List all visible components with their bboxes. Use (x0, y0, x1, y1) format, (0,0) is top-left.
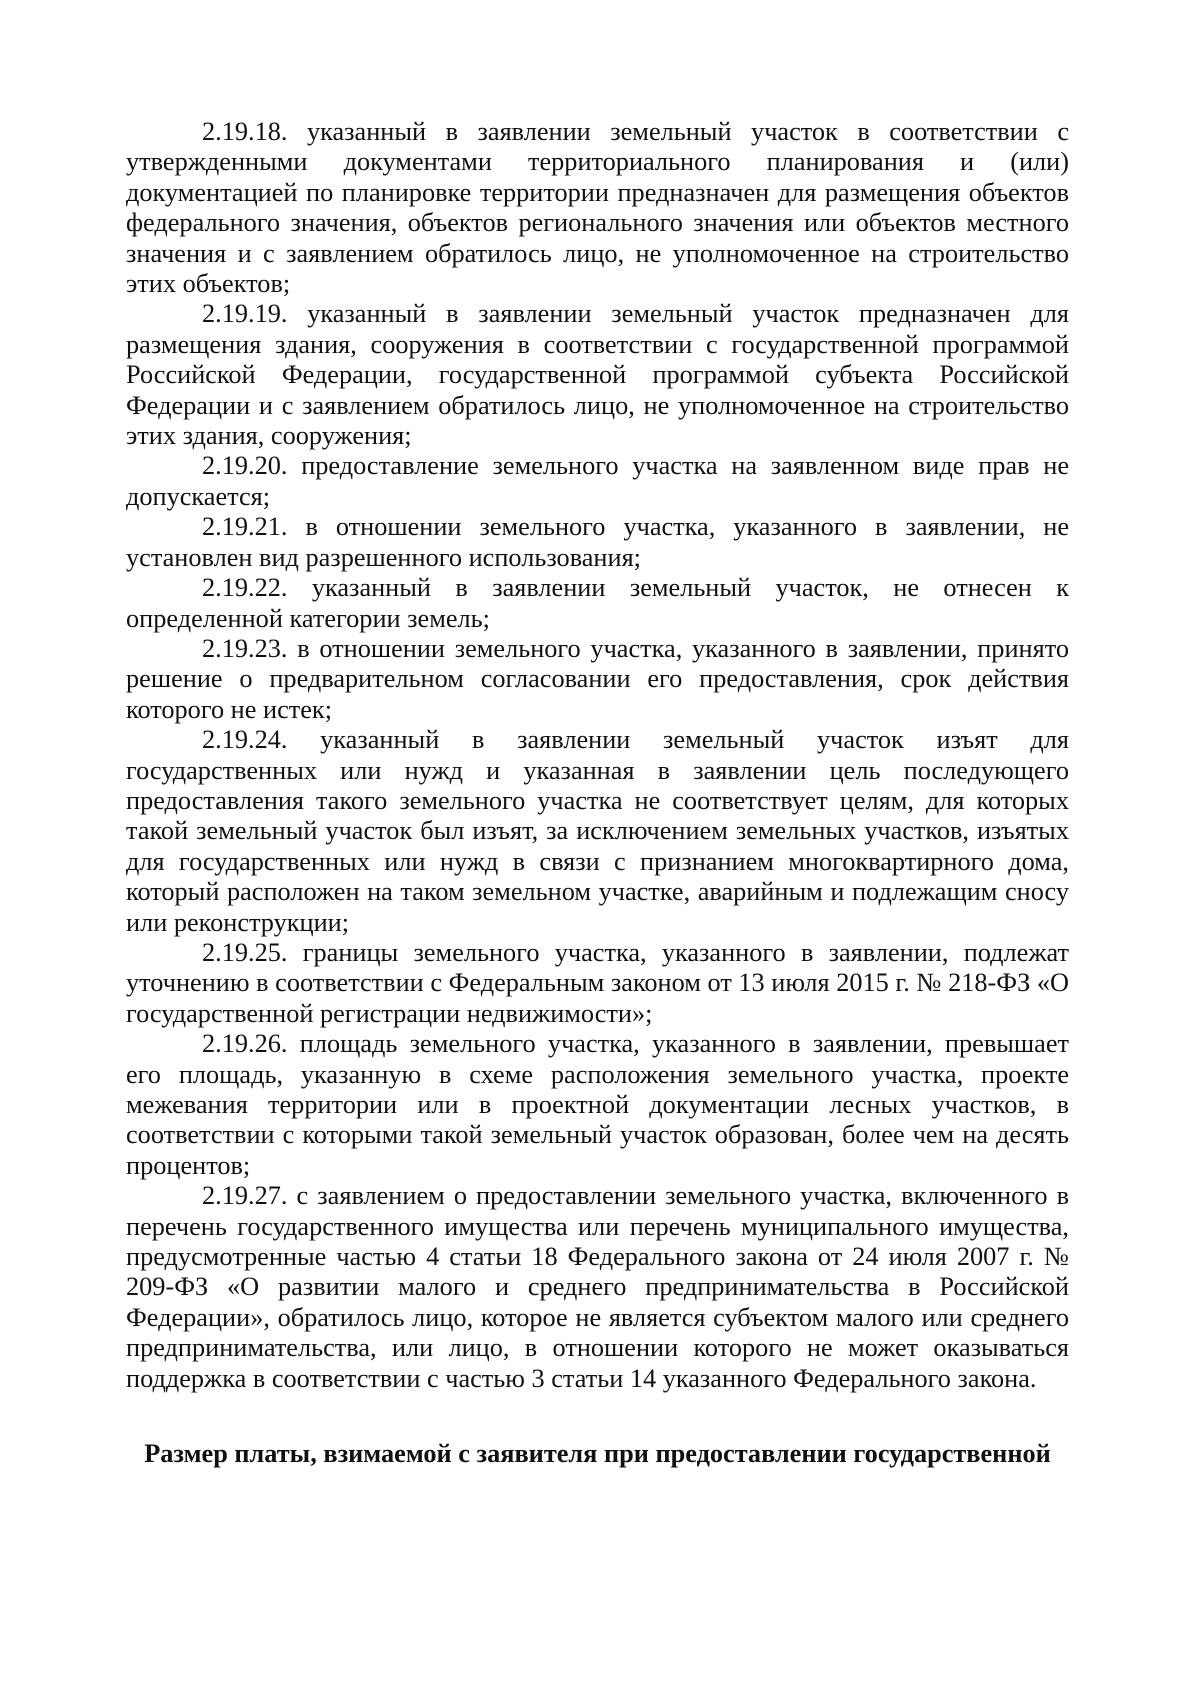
paragraph-2-19-22: 2.19.22. указанный в заявлении земельный участок, не отнесен к определенной категории земель; (126, 573, 1069, 633)
paragraph-2-19-19: 2.19.19. указанный в заявлении земельный участок предназначен для размещения здания, сооружения в соответствии с государственной программой Российской Федерации, государственной программой субъекта Российской Федерации и с заявлением обратилось лицо, не уполномоченное на строительство этих здания, сооружения; (126, 299, 1069, 451)
paragraph-2-19-23: 2.19.23. в отношении земельного участка, указанного в заявлении, принято решение о предварительном согласовании его предоставления, срок действия которого не истек; (126, 633, 1069, 724)
paragraph-2-19-25: 2.19.25. границы земельного участка, указанного в заявлении, подлежат уточнению в соответствии с Федеральным законом от 13 июля 2015 г. № 218-ФЗ «О государственной регистрации недвижимости»; (126, 937, 1069, 1028)
paragraph-2-19-20: 2.19.20. предоставление земельного участка на заявленном виде прав не допускается; (126, 451, 1069, 511)
paragraph-2-19-18: 2.19.18. указанный в заявлении земельный участок в соответствии с утвержденными документами территориального планирования и (или) документацией по планировке территории предназначен для размещения объектов федерального значения, объектов регионального значения или объектов местного значения и с заявлением обратилось лицо, не уполномоченное на строительство этих объектов; (126, 117, 1069, 299)
section-heading: Размер платы, взимаемой с заявителя при предоставлении государственной (144, 1439, 1051, 1469)
document-page (126, 117, 1069, 1469)
paragraph-2-19-21: 2.19.21. в отношении земельного участка, указанного в заявлении, не установлен вид разрешенного использования; (126, 512, 1069, 572)
paragraph-2-19-24: 2.19.24. указанный в заявлении земельный участок изъят для государственных или нужд и указанная в заявлении цель последующего предоставления такого земельного участка не соответствует целям, для которых такой земельный участок был изъят, за исключением земельных участков, изъятых для государственных или нужд в связи с признанием многоквартирного дома, который расположен на таком земельном участке, аварийным и подлежащим сносу или реконструкции; (126, 725, 1069, 937)
paragraph-2-19-26: 2.19.26. площадь земельного участка, указанного в заявлении, превышает его площадь, указанную в схеме расположения земельного участка, проекте межевания территории или в проектной документации лесных участков, в соответствии с которыми такой земельный участок образован, более чем на десять процентов; (126, 1029, 1069, 1180)
paragraph-2-19-27: 2.19.27. с заявлением о предоставлении земельного участка, включенного в перечень государственного имущества или перечень муниципального имущества, предусмотренные частью 4 статьи 18 Федерального закона от 24 июля 2007 г. № 209-ФЗ «О развитии малого и среднего предпринимательства в Российской Федерации», обратилось лицо, которое не является субъектом малого или среднего предпринимательства, или лицо, в отношении которого не может оказываться поддержка в соответствии с частью 3 статьи 14 указанного Федерального закона. (126, 1181, 1069, 1393)
